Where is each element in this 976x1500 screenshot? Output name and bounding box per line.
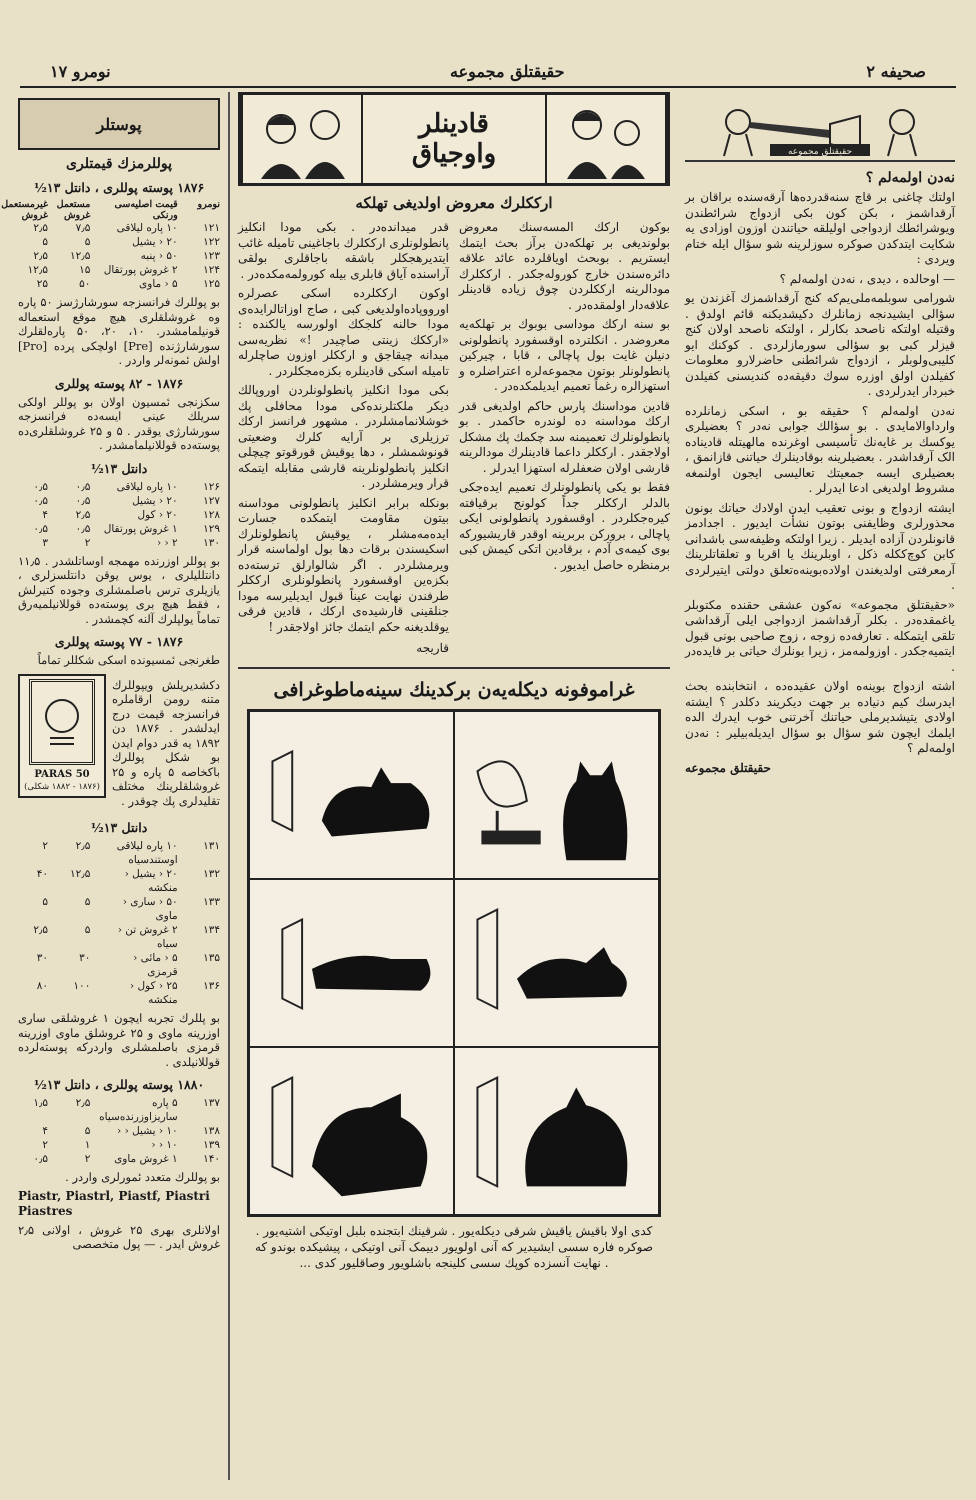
table-row: [18, 249, 220, 263]
table-cell: ۵: [84, 896, 91, 908]
article-paragraph: بوکون ارکك المسه‌سنك معروض بولوندیغی بر تهلکه‌دن برآز بحث ایتمك ایستریم . بوبحث اویاقلرده عائد علاقه دائره‌سندن خارج کوروله‌جکدر . ارککلرك مودالرینه ارککلردن چوق زیاده قادینلر علاقه‌دار اولمقده‌در .: [459, 220, 670, 312]
table-cell: ۲۰ ‹ یشیل ‹ منکشه: [124, 868, 178, 894]
table-cell: ۲۵: [36, 278, 49, 290]
stamp-illustration: [18, 674, 106, 798]
table-row: [18, 1124, 220, 1138]
table-cell: ۱ غروش پورتقال: [103, 522, 178, 535]
table-cell: ۵: [84, 236, 91, 248]
article-author: قاریجه: [416, 641, 449, 655]
table-cell: ۲: [42, 840, 49, 852]
stamps-section-header: [18, 98, 220, 150]
table-row: [18, 221, 220, 235]
table-cell: ۱۳۴: [203, 924, 220, 936]
table-header: نومرو قیمت اصلیه‌سی ورنکی مستعمل غروش غیرمستعمل غروش: [1, 199, 220, 221]
table-row: [18, 867, 220, 895]
article-paragraph: بو سنه ارکك موداسی بوبوك بر تهلکه‌یه معروضدر . انکلترده اوقسفورد پانطولونی دنیلن غایت بول پاچالی ، قابا ، چیرکین پانطولونلر بوتون مجموعه‌لره اعتراضلره و استهزالره رغماً تعمیم ایدیلمکده‌در .: [459, 317, 670, 393]
stamp-value: 50 PARAS: [34, 769, 90, 780]
table-cell: ۱٫۵: [33, 1097, 49, 1109]
table-cell: ۰٫۵: [75, 480, 91, 493]
cat-gramophone-panels: [247, 709, 661, 1217]
issue-number: نومرو ۱۷: [50, 62, 111, 81]
table-row: [18, 508, 220, 522]
set-note: بو پللرك تجربه ایچون ۱ غروشلقی ساری اوزرینه ماوی و ۲۵ غروشلق ماوی اوزرینه قرمزی باصلمشلری واردرکه پوسته‌لرده قوللانیلدی .: [18, 1011, 220, 1069]
table-cell: ۳۰: [79, 952, 91, 964]
panel-6: [249, 1047, 454, 1215]
table-cell: ۲: [84, 1153, 91, 1165]
article-paragraph: قادین موداسنك پارس حاکم اولدیغی قدر ارکك موداسنه ده لوندره حاکمدر . بو پانطولونلرك تعمیمنه سد چکمك پك مشکل اولاجقدر . ارککلر داعما قادینلرك مودالرینه قارشی اولان ضعفلرله استهزا ایدرلر .: [459, 398, 670, 475]
signature: حقیقتلق مجموعه: [685, 760, 771, 775]
table-cell: ۱۲۶: [203, 480, 220, 493]
set-heading: ۱۸۸۰ پوسته پوللری ، دانتل ۱۳½: [33, 1077, 205, 1092]
stamp-crest-icon: [40, 692, 84, 752]
stamp-description: دکشدیریلش ویپوللرك متنه رومن ارقاملره فرانسزجه قیمت درج ایدلشدر . ۱۸۷۶ دن ۱۸۹۲ یه قدر دوام ایدن بو شکل پوللرك باکخاصه ۵ پاره و ۲۵ غروشلقلرینك مختلف تقلیدلری پك چوقدر .: [112, 677, 220, 808]
table-cell: ۱۲۸: [203, 508, 220, 521]
table-row: [18, 1096, 220, 1124]
table-cell: ۲۵ ‹ کول ‹ منکشه: [129, 980, 178, 1006]
table-row: [18, 979, 220, 1007]
panel-1: [454, 711, 659, 879]
table-row: [18, 839, 220, 867]
article-column-b: [238, 216, 449, 655]
table-cell: ۱۰ پاره لیلاقی اوستندسیاه: [116, 840, 178, 866]
table-cell: ۱۲۴: [203, 264, 220, 276]
table-cell: ۱۰ ‹ یشیل ‹ ‹: [117, 1125, 178, 1137]
set-footer: اولانلری بهری ۲۵ غروش ، اولانی ۲٫۵ غروش ایدر . — پول متخصصی: [18, 1222, 220, 1251]
table-cell: ۱۲۱: [203, 222, 220, 234]
table-cell: ۴: [42, 1125, 49, 1137]
stamp-column: [1, 92, 230, 1480]
table-cell: ۱۲٫۵: [27, 264, 49, 276]
paragraph-5: ایشته ازدواج و بونی تعقیب ایدن اولادك حیاتك بونون محذورلری وظایفنی بوتون نشأت ایدیور . اجدادمز قانونلردن آزاده ایدیلر . زیرا اولتکه وظیفه‌سی باشدانی کابن کوچ‌ککله ذکل ، اوبلرینك یا اقربا و تعلقاتلرینك آرمعرفتی اولدیغندن اولاده‌بوینه‌ه‌تعلق دولتی ایتیرلردی .: [685, 500, 955, 592]
table-cell: ۱۲۷: [203, 494, 220, 507]
table-row: [18, 494, 220, 508]
banner-art-right: [241, 95, 363, 183]
table-cell: ۱۲۵: [203, 278, 220, 290]
table-cell: ۰٫۵: [33, 494, 49, 507]
table-cell: ۵: [84, 924, 91, 936]
table-cell: ۵۰ ‹ پنبه: [140, 250, 178, 262]
trumpeter-illustration: [710, 102, 930, 158]
stamps-title: پوللرمزك قیمتلری: [66, 156, 172, 172]
table-cell: ۱۴۰: [203, 1153, 220, 1165]
article-paragraph: فقط بو یکی پانطولونلرك تعمیم ایده‌جکی بالدلر ارککلر جداً کولونج برقیافته کیره‌جکلردر . اوقسفورد پانطولونی ایکی پاچالی ، برورکن بربرینه اوقدر قاریشیورکه بوی کیمه‌ی آدم ، برقادین اتکی کیمش کبی برمنظره حاصل ایدیور .: [459, 480, 670, 572]
cat-gramophone-icon: [250, 1048, 453, 1214]
table-row: [18, 1138, 220, 1152]
paragraph-7: اشته ازدواج بوینه‌ه اولان عقیده‌ده ، انتخابنده بحث ایدرسك کیم دنیاده بر جهت دیکریند دکلدر ؟ ایشته اولادی یتیشدیرملی حیاتنك آخرتنی خوب ایدرك الده ایلمك ایچون شو سؤال بو سؤال ایدیله‌بیلیر : نه‌دن اولمه‌لم ؟: [685, 679, 955, 755]
stamp-caption: (۱۸۷۶ - ۱۸۸۲ شکلی): [24, 782, 100, 792]
panel-5: [454, 1047, 659, 1215]
set-note: بو پوللر اوزرنده مهمجه اوساتلشدر . ۱۱٫۵ دانتللیلری ، یوس یوقن دانتلسزلری ، یازیلری ترس باصلمشلری وجوده کتیرلش ، فقط هیچ بری پوسته‌ده قوللانیلمیه‌رق تماماً یولپلرك آلنه کچمشدر .: [18, 553, 220, 626]
table-row: [18, 536, 220, 550]
set-note: سکزنجی ئمسیون اولان بو پوللر اولکی سریلك عینی ایسه‌ده فرانسزجه سورشارژی یوقدر . ۵ و ۲۵ غروشلقلری‌ده پوسته‌ده قوللانیلمامشدر .: [18, 394, 220, 452]
table-cell: ۱۳۶: [203, 980, 220, 992]
banner-art-left: [545, 95, 667, 183]
mascot-caption: حقیقتلق مجموعه: [787, 147, 853, 157]
table-cell: ۱۳۳: [203, 896, 220, 908]
table-cell: ۲ غروش پورتقال: [103, 264, 178, 276]
table-cell: ۲: [42, 1139, 49, 1151]
cinematograph-caption: کدی اولا باقیش یاقیش شرقی دیکله‌یور . شرقینك ابتجنده بلبل اوتیکی اشتیه‌یور . صوکره فاره سسی ایشیدیر که آنی اولویور دییمک آنی اوتیکی ، پیشیکده بوندو که . نهایت آنسزده کوپك سسی کلینجه باشلویور وصاقلیور کدی ...: [254, 1224, 654, 1270]
article-paragraph: قدر میدانده‌در . بکی مودا انکلیز پانطولونلری ارککلرك باجاغینی تامیله غائب ایتدیرهجکلر باشقه باجاقلری بولقی آراسنده آیاق قابلری بیله کورولمه‌مکده‌در .: [238, 220, 449, 281]
table-cell: ۰٫۵: [75, 522, 91, 535]
table-cell: ۱۳۲: [203, 868, 220, 880]
table-cell: ۲٫۵: [75, 840, 91, 852]
panel-3: [454, 879, 659, 1047]
table-cell: ۰٫۵: [33, 1153, 49, 1165]
table-row: [18, 480, 220, 494]
table-cell: ۷٫۵: [75, 222, 91, 234]
table-row: [18, 263, 220, 277]
right-column: [675, 92, 965, 1480]
article-paragraph: بونکله برابر انکلیز پانطولونی موداسنه بیتون مقاومت ایتمکده جسارت ایده‌مه‌مشلر ، یوقیش پانطولونلرك اسکیسندن برقات دها بول اولماسنه قرار ویرمشلردر . اگر شالوارلق ترسته‌ده بکزه‌ین اوقسفورد پانطولونلری ارککلر طرفندن نهایت عیناً قبول ایدیلیرسه مودا جنلقینی قارشیده‌ی ارکك ، قادین فرقی یوقلدیغنه حکم ایتمك جائز اولاجقدر !: [238, 495, 449, 634]
table-cell: ۲۰ ‹ یشیل: [132, 494, 178, 507]
table-cell: ۲٫۵: [33, 250, 49, 262]
stamp-table-3: [18, 839, 220, 1007]
table-cell: ۵ پاره ساریزاوزرنده‌سیاه: [99, 1097, 178, 1123]
table-cell: ۱۲۹: [203, 522, 220, 535]
table-cell: ۲٫۵: [75, 508, 91, 521]
stamp-table-4: [18, 1096, 220, 1166]
set-heading: دانتل ۱۳½: [90, 460, 148, 476]
section-banner: [238, 92, 670, 186]
cat-gramophone-icon: [250, 712, 453, 878]
middle-column: [238, 92, 670, 1480]
table-cell: ۱۰ پاره لیلاقی: [116, 480, 178, 493]
cat-gramophone-icon: [455, 1048, 658, 1214]
women-illustration: [547, 95, 665, 179]
latin-denominations: Piastr, Piastrl, Piastf, Piastri Piastres: [18, 1188, 210, 1218]
table-cell: ۲٫۵: [75, 1097, 91, 1109]
stamp-table-1: [18, 221, 220, 291]
table-cell: ۳: [42, 536, 49, 549]
set-note: بو پوللرك متعدد ئمورلری واردر .: [65, 1170, 220, 1184]
panel-2: [249, 711, 454, 879]
question-title: نه‌دن اولمه‌لم ؟: [865, 170, 955, 186]
table-cell: ۱ غروش ماوی: [114, 1153, 178, 1165]
cat-gramophone-icon: [455, 712, 658, 878]
table-cell: ۴۰: [36, 868, 49, 880]
table-cell: ۵: [84, 1125, 91, 1137]
set-heading: ۱۸۷۶ - ۷۷ پوسته پوللری: [54, 634, 184, 649]
cinematograph-title: غراموفونه دیکله‌یه‌ن برکدینك سینه‌ماطوغرافی: [238, 667, 670, 701]
table-cell: ۲ غروش تن ‹ سیاه: [117, 924, 178, 950]
set-note: بو پوللرك فرانسزجه سورشارژسز ۵۰ پاره وه غروشلقلری هیچ موقع استعماله قونیلمامشدر. ۱۰، ۲۰، ۵۰ پاره‌لقلرك سورشارژنده [Pre] اولچکی پرده [Pro] اولش ئمونه‌لر واردر .: [18, 295, 220, 367]
table-row: [18, 277, 220, 291]
paragraph-3: شورامی سوبلمه‌ملی‌یم‌که کنج آرقداشمزك آغزندن یو سؤالی ایشیدنجه زمانلرك دکیشدیکنه قائم اولدق . وقتیله اولتکه ناصحد بکارلر ، اولتکه ناصحد اولان کنج قیزلر کبی بو سؤالی سورمازلردی . کوکنك ایو کلیبی‌ولوبلر ، ازدواج شرائطنی حاضرلارو معلومات کفیلدن اولق اوزره سوك دقیقه‌ده کندیسنی کفیلدن خبردار ایدرلردی .: [685, 291, 955, 398]
table-cell: ۱۰۰: [73, 980, 91, 992]
set-heading: ۱۸۷۶ پوسته پوللری ، دانتل ۱۳½: [33, 180, 205, 195]
stamp-table-2: [18, 480, 220, 550]
set-heading: دانتل ۱۳½: [90, 820, 148, 835]
table-cell: ۲ ‹ ‹: [156, 536, 178, 549]
table-cell: ۲۰ ‹ کول: [137, 508, 178, 521]
set-note: طغرنجی ئمسیونده اسکی شکللر تماماً: [37, 653, 220, 667]
table-cell: ۵۰ ‹ ساری ‹ ماوی: [122, 896, 178, 922]
table-cell: ۱۲٫۵: [70, 868, 91, 880]
article-paragraph: اوکون ارککلرده اسکی عصرلره اورووپاده‌اولدیغی کبی ، صاج اوزاتالرایده‌ی مودا حالنه کلجکك اولورسه یالکنده : «ارککك زینتی صاچیدر !» نظریه‌سی میدانه چیقاجق و ارککلر اوزون صاچلرله تامیله اسکی قادینلره بکزه‌مجکلردر .: [238, 286, 449, 378]
table-cell: ۱۳۷: [203, 1097, 220, 1109]
table-cell: ۵: [42, 896, 49, 908]
table-row: [18, 895, 220, 923]
article-subtitle: ارککلرك معروض اولدیغی تهلکه: [355, 194, 553, 212]
table-cell: ۱۵: [79, 264, 91, 276]
table-cell: ۵ ‹ ماوی: [139, 278, 178, 290]
paragraph-2: — اوحالده ، دیدی ، نه‌دن اولمه‌لم ؟: [779, 271, 955, 286]
table-cell: ۴: [42, 508, 49, 521]
table-row: [18, 235, 220, 249]
cat-gramophone-icon: [455, 880, 658, 1046]
table-cell: ۰٫۵: [33, 480, 49, 493]
table-cell: ۵: [42, 236, 49, 248]
table-cell: ۳۰: [36, 952, 49, 964]
table-cell: ۱: [84, 1139, 91, 1151]
stamps-header-label: پوستلر: [96, 114, 142, 134]
stamp-frame: [29, 679, 95, 765]
set-heading: ۱۸۷۶ - ۸۲ پوسته پوللری: [54, 375, 184, 391]
paragraph-1: اولتك چاغنی بر قاچ سنه‌قدرده‌ها آرقه‌سنده براقان بر آرقداشمز ، بکن کون بکی ازدواج شرائطندن ویوشرائطك ازدواجی اولیلقه حیاتندن اوزون اوزادی یه شکایت ایتدکدن صوکره سوزلرینه شو سؤال ایله ختام ویردی :: [685, 190, 955, 266]
table-row: [18, 951, 220, 979]
table-cell: ۱۰ ‹ ‹: [151, 1139, 178, 1151]
article-column-a: [459, 216, 670, 655]
table-cell: ۵۰: [79, 278, 91, 290]
article-paragraph: بکی مودا انکلیز پانطولونلردن اوروپالك دیکر ملکتلرنده‌کی مودا محافلی پك خوشلانمامشلردر . مشهور فرانسز ارکك ترزیلری بر آرایه کلرك وضعیتی قونوشمشلر ، دها یوقیش قورقوتو چیچلی انکلیز پانطولونلرینه قارشی مقابله ایتمکه قرار ویرمشلردر .: [238, 383, 449, 490]
banner-title: [363, 95, 545, 183]
banner-title-line-2: واوجیاق: [411, 139, 497, 169]
table-cell: ۱۳۵: [203, 952, 220, 964]
table-cell: ۱۰ پاره لیلاقی: [116, 222, 178, 234]
table-cell: ۱۳۸: [203, 1125, 220, 1137]
table-cell: ۵ ‹ مائی ‹ قرمزی: [133, 952, 178, 978]
table-cell: ۱۲۲: [203, 236, 220, 248]
cat-gramophone-icon: [250, 880, 453, 1046]
family-illustration: [243, 95, 361, 179]
table-cell: ۲: [84, 536, 91, 549]
paragraph-4: نه‌دن اولمه‌لم ؟ حقیقه بو ، اسکی زمانلرده وارداوالامایدی . بو سؤالك جوابی نه‌در ؟ بعضیلری یوکسك بر غایه‌نك تأسیسی اوغرنده مالهیتله قادیناده الک آرقداشدر . بعضیلرینه بوقادینلرك حیاتنی قازانمق ، بعضیلری ایسه جمعیتك تعالیسی ایجون اولنمغه مشروط اولدیغی ادعا ایدرلر .: [685, 403, 955, 495]
mascot-header: [685, 100, 955, 162]
table-cell: ۸۰: [36, 980, 49, 992]
table-row: [18, 522, 220, 536]
article-columns: [238, 216, 670, 655]
table-cell: ۱۳۹: [203, 1139, 220, 1151]
banner-title-line-1: قادینلر: [419, 109, 489, 139]
table-cell: ۱۲۳: [203, 250, 220, 262]
table-cell: ۰٫۵: [33, 522, 49, 535]
table-cell: ۱۳۰: [203, 536, 220, 549]
table-cell: ۲٫۵: [33, 222, 49, 234]
journal-name: حقیقتلق مجموعه: [450, 62, 565, 81]
page-header: [20, 60, 956, 88]
table-cell: ۱۲٫۵: [70, 250, 91, 262]
page-label: صحیفه ۲: [866, 62, 926, 81]
table-cell: ۲٫۵: [33, 924, 49, 936]
table-cell: ۲۰ ‹ یشیل: [132, 236, 178, 248]
panel-4: [249, 879, 454, 1047]
stamp-figure-block: [18, 674, 220, 813]
paragraph-6: «حقیقتلق مجموعه» نه‌کون عشقی حقنده مکتوبلر یاغمقده‌در . بکلر آرقداشمز ازدواجی ایلی آرقداشی تلقی ایتمکله . تعارفه‌ده زوجه ، زوج صاحبی بونی قبول ایتمیه‌جكدر . اوزولمه‌مز ، زیرا بونلرك حیاتی بر فایده‌در .: [685, 597, 955, 674]
table-row: [18, 923, 220, 951]
table-row: [18, 1152, 220, 1166]
table-cell: ۰٫۵: [75, 494, 91, 507]
table-cell: ۱۳۱: [203, 840, 220, 852]
